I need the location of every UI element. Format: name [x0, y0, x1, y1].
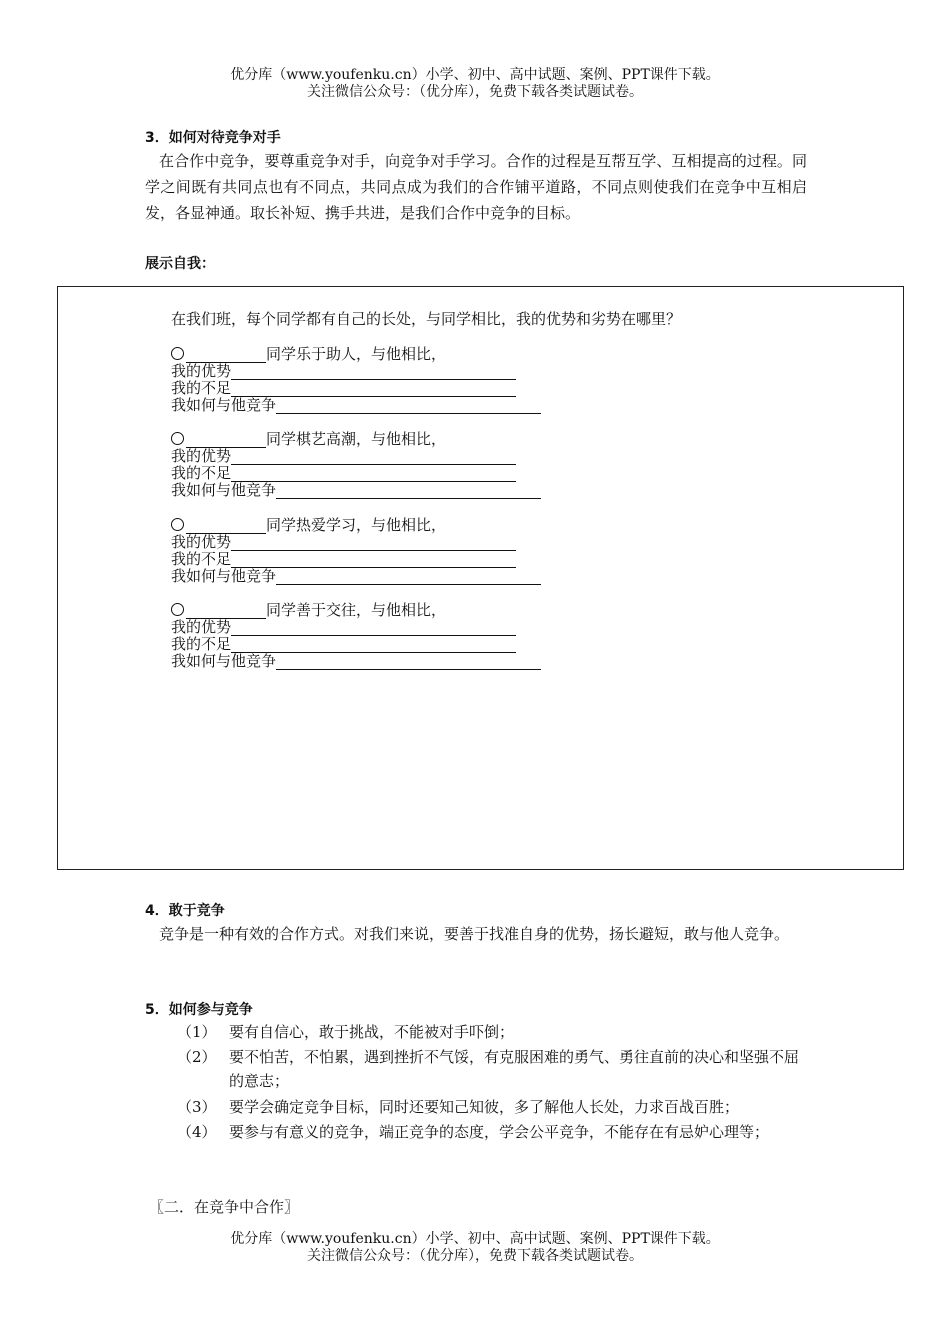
weakness-label: 我的不足 [171, 635, 232, 653]
weakness-blank[interactable] [231, 466, 516, 482]
list-item-number: （3） [177, 1098, 217, 1116]
exercise-group-3 [171, 517, 541, 585]
trait-text: 同学乐于助人，与他相比， [266, 345, 447, 363]
list-item-text: 要有自信心，敢于挑战，不能被对手吓倒； [229, 1023, 515, 1041]
footer-line-2: 关注微信公众号：（优分库），免费下载各类试题试卷。 [307, 1248, 643, 1264]
weakness-blank[interactable] [231, 637, 516, 653]
advantage-blank[interactable] [231, 620, 516, 636]
section-3-heading: 3．如何对待竞争对手 [145, 130, 281, 146]
list-item-text: 要参与有意义的竞争，端正竞争的态度，学会公平竞争，不能存在有忌妒心理等； [229, 1123, 770, 1141]
compete-label: 我如何与他竞争 [171, 481, 277, 499]
name-blank[interactable] [186, 603, 266, 619]
compete-label: 我如何与他竞争 [171, 652, 277, 670]
name-blank[interactable] [186, 518, 266, 534]
trait-text: 同学善于交往，与他相比， [266, 601, 447, 619]
weakness-label: 我的不足 [171, 464, 232, 482]
section-4-heading: 4．敢于竞争 [145, 903, 225, 919]
advantage-label: 我的优势 [171, 362, 232, 380]
weakness-label: 我的不足 [171, 379, 232, 397]
compete-label: 我如何与他竞争 [171, 567, 277, 585]
list-item-text: 要学会确定竞争目标，同时还要知己知彼，多了解他人长处，力求百战百胜； [229, 1098, 740, 1116]
weakness-blank[interactable] [231, 381, 516, 397]
advantage-label: 我的优势 [171, 618, 232, 636]
header-line-1: 优分库（www.youfenku.cn）小学、初中、高中试题、案例、PPT课件下载。 [230, 67, 720, 83]
circle-icon [171, 432, 184, 445]
advantage-blank[interactable] [231, 535, 516, 551]
name-blank[interactable] [186, 432, 266, 448]
circle-icon [171, 518, 184, 531]
section-5-heading: 5．如何参与竞争 [145, 1002, 253, 1018]
trait-text: 同学热爱学习，与他相比， [266, 516, 447, 534]
list-item-number: （1） [177, 1023, 217, 1041]
list-item-text: 要不怕苦，不怕累，遇到挫折不气馁，有克服困难的勇气、勇往直前的决心和坚强不屈的意志； [229, 1048, 800, 1090]
list-item-number: （2） [177, 1048, 217, 1066]
next-section-title: 〖二．在竞争中合作〗 [149, 1198, 300, 1216]
trait-text: 同学棋艺高潮，与他相比， [266, 430, 447, 448]
section-4-body: 竞争是一种有效的合作方式。对我们来说，要善于找准自身的优势，扬长避短，敢与他人竞争。 [159, 925, 790, 943]
compete-blank[interactable] [276, 398, 541, 414]
header-line-2: 关注微信公众号：（优分库），免费下载各类试题试卷。 [307, 84, 643, 100]
page-header [0, 67, 950, 101]
section-3-body: 在合作中竞争，要尊重竞争对手，向竞争对手学习。合作的过程是互帮互学、互相提高的过程。同学之间既有共同点也有不同点，共同点成为我们的合作铺平道路，不同点则使我们在竞争中互相启发，各显神通。取长补短、携手共进，是我们合作中竞争的目标。 [145, 152, 807, 222]
footer-line-1: 优分库（www.youfenku.cn）小学、初中、高中试题、案例、PPT课件下载。 [230, 1231, 720, 1247]
circle-icon [171, 603, 184, 616]
advantage-label: 我的优势 [171, 447, 232, 465]
advantage-blank[interactable] [231, 449, 516, 465]
compete-label: 我如何与他竞争 [171, 396, 277, 414]
exercise-group-2 [171, 431, 541, 499]
show-self-heading: 展示自我： [145, 256, 215, 272]
list-item-number: （4） [177, 1123, 217, 1141]
compete-blank[interactable] [276, 569, 541, 585]
exercise-group-1 [171, 346, 541, 414]
weakness-blank[interactable] [231, 552, 516, 568]
advantage-label: 我的优势 [171, 533, 232, 551]
compete-blank[interactable] [276, 654, 541, 670]
name-blank[interactable] [186, 347, 266, 363]
weakness-label: 我的不足 [171, 550, 232, 568]
exercise-group-4 [171, 602, 541, 670]
advantage-blank[interactable] [231, 364, 516, 380]
circle-icon [171, 347, 184, 360]
compete-blank[interactable] [276, 483, 541, 499]
exercise-question: 在我们班，每个同学都有自己的长处，与同学相比，我的优势和劣势在哪里？ [171, 310, 682, 328]
page-footer [0, 1231, 950, 1265]
